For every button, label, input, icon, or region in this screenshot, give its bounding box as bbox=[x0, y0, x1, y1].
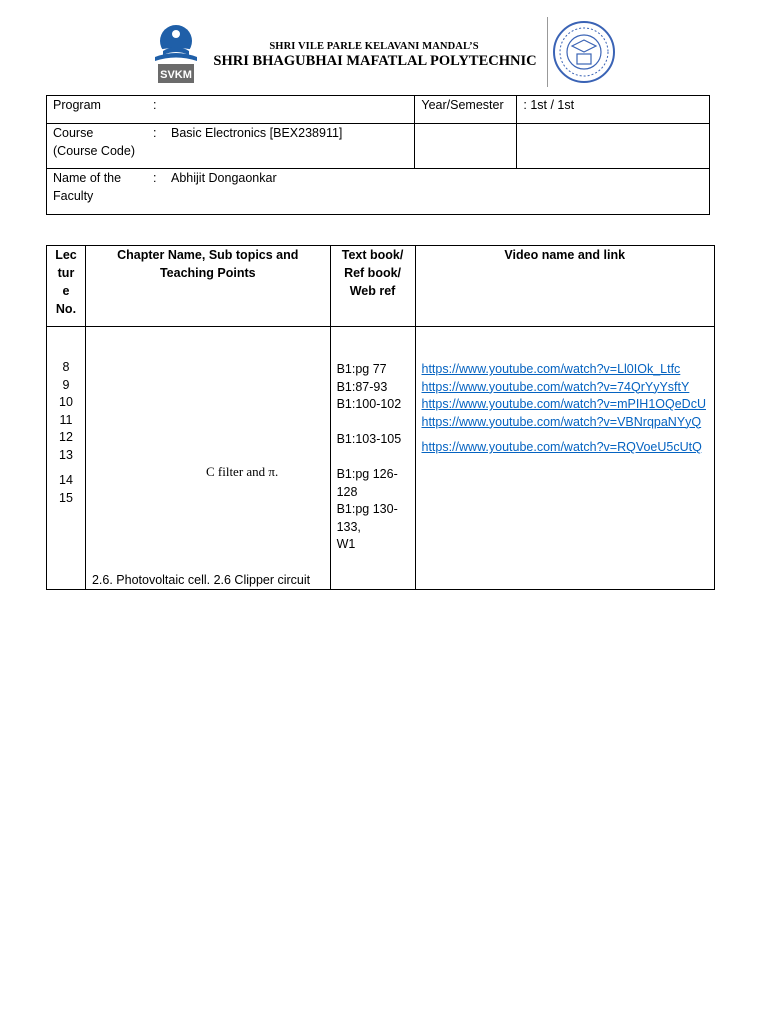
header-divider bbox=[547, 17, 548, 87]
svkm-logo bbox=[149, 23, 203, 85]
header-line: Teaching Points bbox=[159, 266, 256, 280]
lecture-numbers-cell bbox=[47, 327, 86, 590]
lecture-number: 9 bbox=[62, 377, 70, 392]
faculty-colon: : bbox=[153, 171, 157, 185]
faculty-label-line2: Faculty bbox=[53, 189, 94, 203]
header-line: Text book/ bbox=[341, 248, 404, 262]
lecture-number-header bbox=[47, 246, 86, 327]
header-line: Lec bbox=[55, 248, 77, 262]
video-link[interactable]: https://www.youtube.com/watch?v=Ll0IOk_Ltfc bbox=[421, 362, 681, 376]
header-line: No. bbox=[55, 302, 77, 316]
organization-parent-name: SHRI VILE PARLE KELAVANI MANDAL’S bbox=[269, 41, 479, 52]
reference-header bbox=[330, 246, 415, 327]
course-row bbox=[47, 124, 710, 169]
year-semester-value: : 1st / 1st bbox=[517, 96, 710, 124]
reference-item: B1:pg 130- bbox=[336, 502, 398, 516]
lecture-number: 10 bbox=[59, 395, 73, 409]
chapter-topic: 2.6. Photovoltaic cell. 2.6 Clipper circuit bbox=[91, 572, 311, 587]
faculty-cell bbox=[47, 169, 710, 215]
reference-item: B1:pg 77 bbox=[336, 362, 387, 376]
course-semester-cell bbox=[517, 124, 710, 169]
header-line: tur bbox=[57, 266, 75, 280]
year-semester-label: Year/Semester bbox=[415, 96, 517, 124]
lecture-number: 11 bbox=[59, 412, 73, 427]
document-header bbox=[0, 0, 768, 90]
header-line: Ref book/ bbox=[344, 266, 402, 280]
reference-item: 128 bbox=[336, 484, 358, 499]
video-header: Video name and link bbox=[415, 246, 715, 327]
reference-item: B1:pg 126- bbox=[336, 467, 398, 481]
video-link[interactable]: https://www.youtube.com/watch?v=mPIH1OQeDcU bbox=[421, 397, 706, 411]
video-link[interactable]: https://www.youtube.com/watch?v=RQVoeU5cUtQ bbox=[421, 440, 702, 454]
institute-name: SHRI BHAGUBHAI MAFATLAL POLYTECHNIC bbox=[213, 53, 537, 69]
lecture-number: 13 bbox=[59, 447, 73, 462]
reference-item: B1:87-93 bbox=[336, 379, 388, 394]
course-value: Basic Electronics [BEX238911] bbox=[171, 126, 343, 140]
faculty-row bbox=[47, 169, 710, 215]
chapter-subtopic: C filter and π. bbox=[205, 464, 279, 479]
program-row bbox=[47, 96, 710, 124]
video-links-cell bbox=[415, 327, 715, 590]
reference-item: 133, bbox=[336, 519, 361, 534]
course-colon: : bbox=[153, 126, 157, 140]
program-label: Program bbox=[53, 98, 101, 112]
lecture-plan-table bbox=[46, 245, 715, 590]
course-label: Course bbox=[53, 126, 94, 140]
lecture-row bbox=[47, 327, 715, 590]
header-line: Chapter Name, Sub topics and bbox=[117, 248, 299, 262]
program-colon: : bbox=[153, 98, 157, 112]
faculty-label: Name of the bbox=[53, 171, 122, 185]
course-cell bbox=[47, 124, 415, 169]
lecture-number: 12 bbox=[59, 430, 73, 444]
chapter-header bbox=[85, 246, 330, 327]
lecture-header-row bbox=[47, 246, 715, 327]
program-cell bbox=[47, 96, 415, 124]
reference-item: W1 bbox=[336, 537, 356, 551]
svkm-logo-text: SVKM bbox=[160, 69, 192, 81]
faculty-value: Abhijit Dongaonkar bbox=[171, 171, 277, 185]
reference-item: B1:103-105 bbox=[336, 432, 402, 446]
course-info-table bbox=[46, 95, 710, 215]
reference-item: B1:100-102 bbox=[336, 397, 402, 411]
header-line: Web ref bbox=[349, 284, 396, 298]
header-line: e bbox=[62, 284, 70, 298]
video-link[interactable]: https://www.youtube.com/watch?v=VBNrqpaNYyQ bbox=[421, 414, 702, 429]
reference-cell bbox=[330, 327, 415, 590]
video-link[interactable]: https://www.youtube.com/watch?v=74QrYyYsftY bbox=[421, 379, 690, 394]
lecture-number: 14 bbox=[59, 473, 73, 487]
polytechnic-seal bbox=[552, 20, 616, 84]
lecture-number: 15 bbox=[59, 490, 73, 505]
lecture-number: 8 bbox=[62, 360, 70, 374]
chapter-cell bbox=[85, 327, 330, 590]
course-year-cell bbox=[415, 124, 517, 169]
course-code-label: (Course Code) bbox=[53, 144, 135, 158]
